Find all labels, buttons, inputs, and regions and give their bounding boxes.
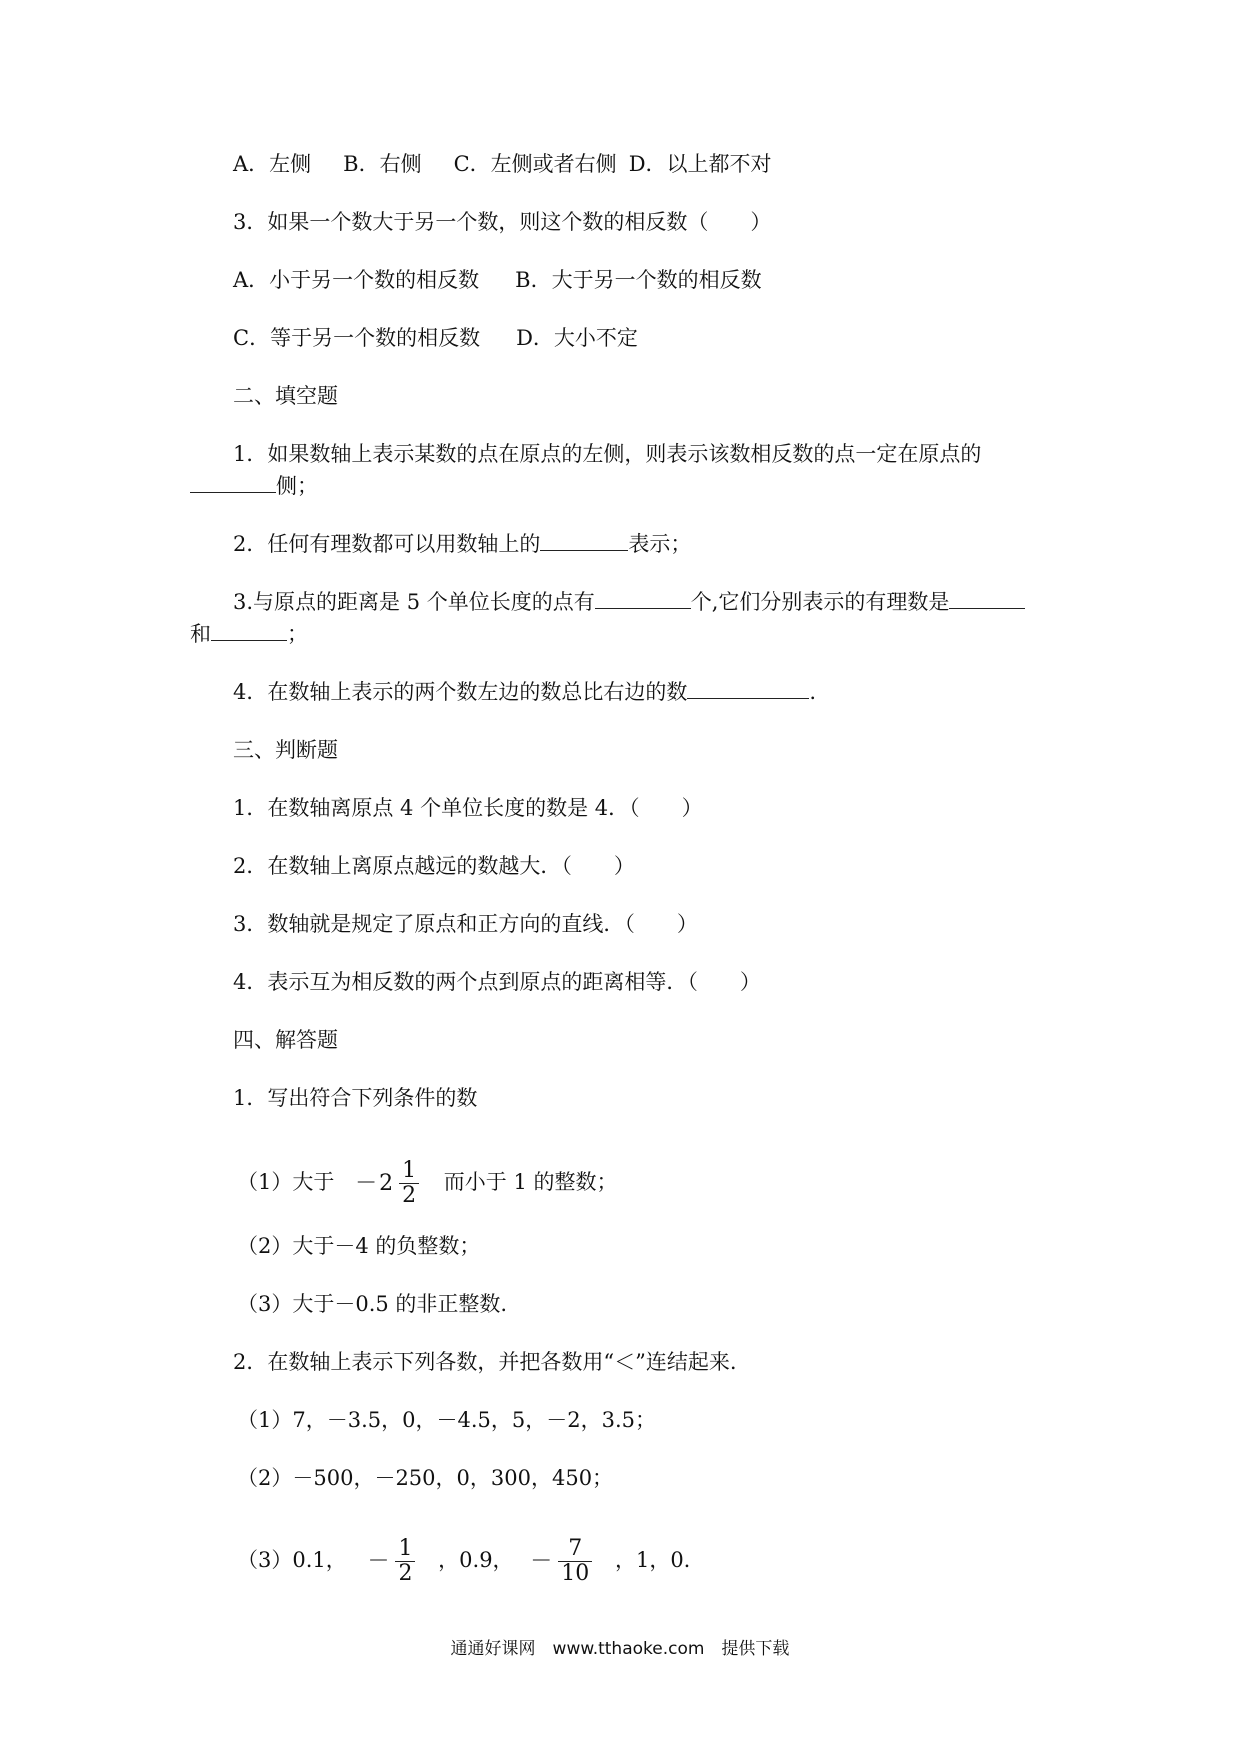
q3-options-cd: [233, 324, 638, 352]
solve-q2-p3-suffix: ，1，0.: [614, 1548, 691, 1572]
minus-sign: －: [355, 1170, 378, 1196]
mixed-fraction: [355, 1146, 423, 1222]
fill-q1-suffix: 侧；: [276, 474, 318, 498]
section-heading-solve: 四、解答题: [233, 1028, 338, 1052]
fill-q3-mid: 个,它们分别表示的有理数是: [690, 590, 950, 614]
q3-stem: 3．如果一个数大于另一个数，则这个数的相反数（ ）: [233, 210, 772, 234]
fill-q1-line1: 1．如果数轴上表示某数的点在原点的左侧，则表示该数相反数的点一定在原点的: [233, 442, 982, 466]
page-footer: 通通好课网 www.tthaoke.com 提供下载: [450, 1639, 790, 1659]
negative-fraction-1: [367, 1524, 419, 1600]
solve-q2-part1: （1）7，－3.5，0，－4.5，5，－2，3.5；: [237, 1408, 656, 1432]
answer-blank[interactable]: [540, 530, 628, 551]
fill-q4-prefix: 4．在数轴上表示的两个数左边的数总比右边的数: [233, 680, 688, 704]
fill-q2-suffix: 表示；: [628, 532, 692, 556]
judge-item-2: 2．在数轴上离原点越远的数越大．（ ）: [233, 854, 635, 878]
solve-q2-p3-mid: ，0.9，: [438, 1548, 514, 1572]
solve-q1-stem: 1．写出符合下列条件的数: [233, 1086, 478, 1110]
fraction: [395, 1537, 415, 1586]
fill-q4-suffix: .: [809, 680, 817, 704]
option-a: A．左侧: [233, 152, 312, 176]
fill-q3-line1: [233, 588, 1025, 616]
solve-q1-p1-prefix: （1）大于: [237, 1170, 335, 1194]
q3-option-b: B．大于另一个数的相反数: [515, 268, 762, 292]
solve-q1-p1-suffix: 而小于 1 的整数；: [443, 1170, 618, 1194]
whole-part: 2: [379, 1170, 394, 1196]
fill-q1-line2: [190, 472, 318, 500]
fill-q3-line2: [190, 620, 308, 648]
answer-blank[interactable]: [595, 588, 691, 609]
option-d: D．以上都不对: [628, 152, 772, 176]
q3-option-d: D．大小不定: [516, 326, 638, 350]
solve-q2-stem: 2．在数轴上表示下列各数，并把各数用“＜”连结起来.: [233, 1350, 737, 1374]
solve-q1-part3: （3）大于－0.5 的非正整数.: [237, 1292, 508, 1316]
section-heading-fill: 二、填空题: [233, 384, 338, 408]
solve-q2-part2: （2）－500，－250，0，300，450；: [237, 1466, 614, 1490]
answer-blank[interactable]: [949, 588, 1025, 609]
option-b: B．右侧: [343, 152, 422, 176]
fill-q4: [233, 678, 816, 706]
solve-q1-part2: （2）大于－4 的负整数；: [237, 1234, 481, 1258]
judge-item-1: 1．在数轴离原点 4 个单位长度的数是 4．（ ）: [233, 796, 703, 820]
denominator: 2: [402, 1183, 417, 1208]
denominator: 2: [398, 1561, 413, 1586]
fill-q2-prefix: 2．任何有理数都可以用数轴上的: [233, 532, 541, 556]
fill-q3-and: 和: [190, 622, 211, 646]
denominator: 10: [561, 1561, 590, 1586]
q3-option-c: C．等于另一个数的相反数: [233, 326, 481, 350]
fraction: [558, 1537, 592, 1586]
section-heading-judge: 三、判断题: [233, 738, 338, 762]
judge-item-4: 4．表示互为相反数的两个点到原点的距离相等．（ ）: [233, 970, 761, 994]
answer-blank[interactable]: [211, 620, 287, 641]
negative-fraction-2: [530, 1524, 596, 1600]
q3-option-a: A．小于另一个数的相反数: [233, 268, 480, 292]
q-options-row: [233, 150, 772, 178]
minus-sign: －: [530, 1548, 553, 1574]
option-c: C．左侧或者右侧: [453, 152, 617, 176]
fill-q3-end: ；: [287, 622, 308, 646]
fill-q3-prefix: 3.与原点的距离是 5 个单位长度的点有: [233, 590, 595, 614]
fill-q2: [233, 530, 691, 558]
fraction: [399, 1159, 419, 1208]
judge-item-3: 3．数轴就是规定了原点和正方向的直线．（ ）: [233, 912, 698, 936]
numerator: 1: [402, 1158, 417, 1183]
q3-options-ab: [233, 266, 762, 294]
answer-blank[interactable]: [687, 678, 809, 699]
solve-q2-part3: [237, 1522, 690, 1600]
solve-q1-part1: [237, 1144, 617, 1222]
minus-sign: －: [367, 1548, 390, 1574]
answer-blank[interactable]: [190, 472, 276, 493]
solve-q2-p3-prefix: （3）0.1，: [237, 1548, 347, 1572]
numerator: 7: [568, 1536, 583, 1561]
numerator: 1: [398, 1536, 413, 1561]
